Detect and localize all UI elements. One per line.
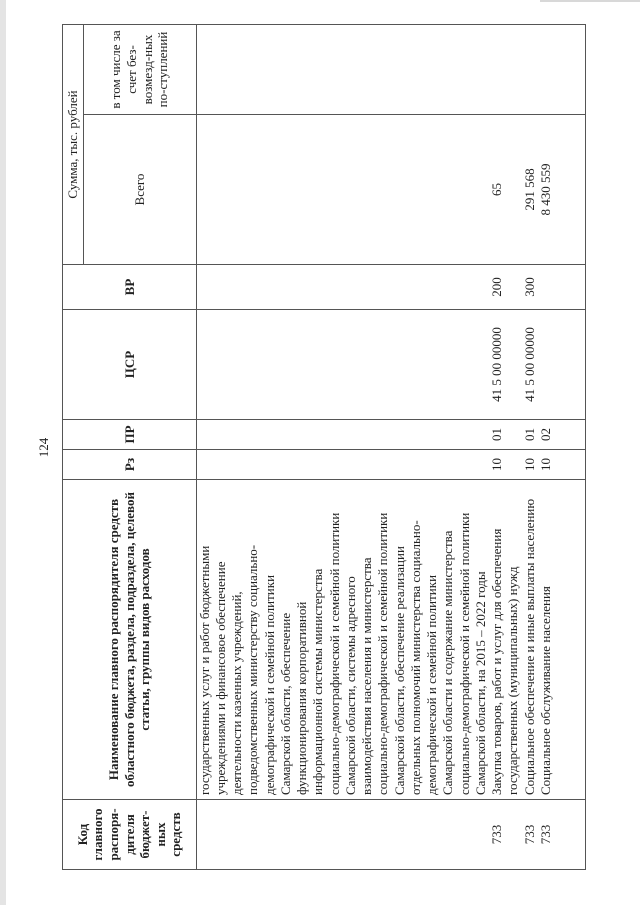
text-line: социально-демографической и семейной политики bbox=[456, 512, 472, 795]
cell-rz: 10 bbox=[522, 450, 538, 480]
header-rz: Рз bbox=[63, 450, 197, 480]
cell-total: 8 430 559 bbox=[538, 115, 586, 265]
cell-code: 733 bbox=[538, 800, 586, 870]
cell-free bbox=[489, 24, 522, 114]
cell-code: 733 bbox=[489, 800, 522, 870]
text-line: демографической и семейной политики bbox=[424, 574, 440, 795]
cell-free bbox=[196, 24, 489, 114]
cell-vr bbox=[196, 265, 489, 310]
text-line: демографической и семейной политики bbox=[261, 574, 277, 795]
cell-pr: 02 bbox=[538, 420, 586, 450]
text-line: отдельных полномочий министерства социально- bbox=[407, 520, 423, 795]
text-line: деятельности казенных учреждений, bbox=[229, 591, 245, 795]
text-line: социально-демографической и семейной политики bbox=[326, 512, 342, 795]
cell-name: Закупка товаров, работ и услуг для обеспечения государственных (муниципальных) нужд bbox=[489, 480, 522, 800]
text-line: Самарской области, на 2015 – 2022 годы bbox=[472, 571, 488, 795]
cell-name-continuation bbox=[196, 480, 489, 800]
cell-pr bbox=[196, 420, 489, 450]
budget-table bbox=[62, 24, 586, 870]
cell-total bbox=[196, 115, 489, 265]
cell-csr: 41 5 00 00000 bbox=[522, 310, 538, 420]
text-line: взаимодействия населения и министерства bbox=[359, 557, 375, 795]
header-pr: ПР bbox=[63, 420, 197, 450]
text-line: социально-демографической и семейной политики bbox=[375, 512, 391, 795]
cell-pr: 01 bbox=[522, 420, 538, 450]
cell-vr bbox=[538, 265, 586, 310]
table-row bbox=[538, 24, 586, 869]
cell-csr: 41 5 00 00000 bbox=[489, 310, 522, 420]
table-row bbox=[522, 24, 538, 869]
cell-code bbox=[196, 800, 489, 870]
page-number: 124 bbox=[36, 437, 51, 458]
cell-code: 733 bbox=[522, 800, 538, 870]
cell-name: Социальное обслуживание населения bbox=[538, 480, 586, 800]
text-line: Самарской области, обеспечение реализации bbox=[391, 546, 407, 795]
table-row bbox=[489, 24, 522, 869]
cell-csr bbox=[196, 310, 489, 420]
text-line: информационной системы министерства bbox=[310, 568, 326, 795]
text-line: Самарской области, обеспечение bbox=[277, 612, 293, 795]
table-row-continuation bbox=[196, 24, 489, 869]
header-vr: ВР bbox=[63, 265, 197, 310]
header-code: Код главного распоря-дителя бюджет-ных средств bbox=[63, 800, 197, 870]
header-csr: ЦСР bbox=[63, 310, 197, 420]
scan-edge-top bbox=[540, 0, 640, 2]
cell-rz: 10 bbox=[538, 450, 586, 480]
cell-vr: 200 bbox=[489, 265, 522, 310]
cell-free bbox=[538, 24, 586, 114]
text-line: Самарской области и содержание министерства bbox=[440, 530, 456, 795]
cell-name: Социальное обеспечение и иные выплаты населению bbox=[522, 480, 538, 800]
text-line: подведомственных министерству социально- bbox=[245, 544, 261, 795]
scan-edge bbox=[0, 0, 6, 905]
cell-pr: 01 bbox=[489, 420, 522, 450]
rotated-page bbox=[32, 25, 612, 870]
cell-vr: 300 bbox=[522, 265, 538, 310]
cell-rz bbox=[196, 450, 489, 480]
text-line: учреждениями и финансовое обеспечение bbox=[212, 561, 228, 795]
header-total: Всего bbox=[83, 115, 196, 265]
text-line: функционирования корпоративной bbox=[294, 601, 310, 795]
cell-free bbox=[522, 24, 538, 114]
cell-rz: 10 bbox=[489, 450, 522, 480]
header-name: Наименование главного распорядителя средств областного бюджета, раздела, подраздела, целевой статьи, группы видов расходов bbox=[63, 480, 197, 800]
cell-csr bbox=[538, 310, 586, 420]
cell-total: 65 bbox=[489, 115, 522, 265]
text-line: государственных услуг и работ бюджетными bbox=[196, 545, 212, 795]
header-sum: Сумма, тыс. рублей bbox=[63, 24, 84, 264]
cell-total: 291 568 bbox=[522, 115, 538, 265]
text-line: Самарской области, системы адресного bbox=[342, 576, 358, 795]
header-free: в том числе за счет без-возмезд-ных по-ступлений bbox=[83, 24, 196, 114]
